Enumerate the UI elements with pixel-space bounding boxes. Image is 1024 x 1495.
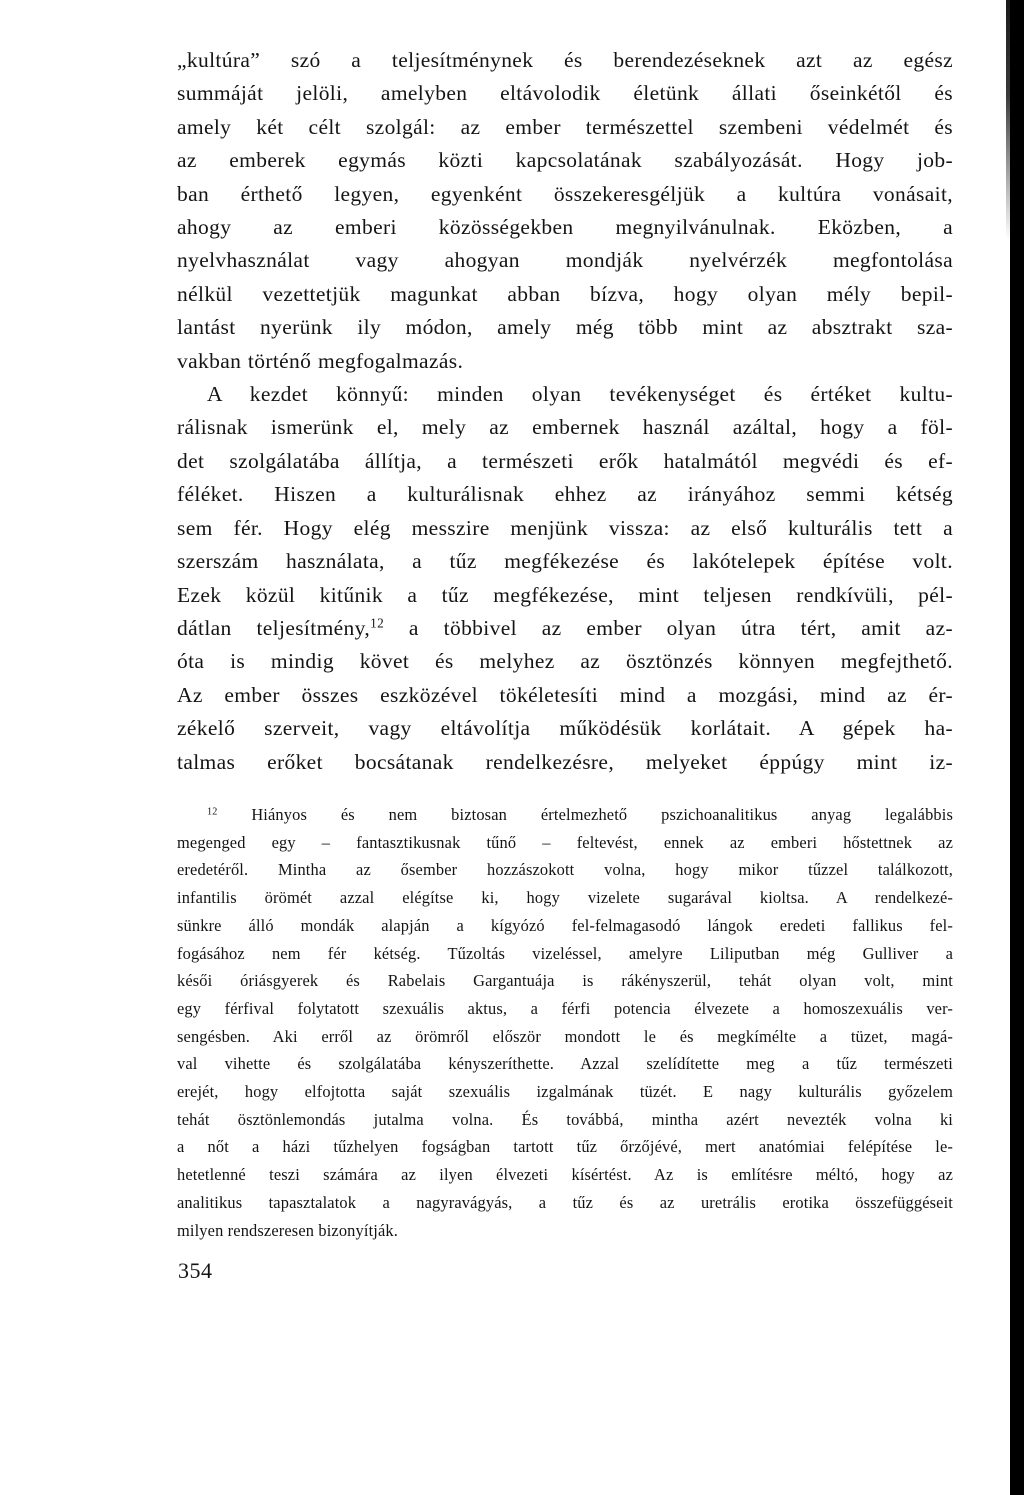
body-line: rálisnak ismerünk el, mely az embernek használ azáltal, hogy a föl- bbox=[177, 415, 953, 440]
body-line: lantást nyerünk ily módon, amely még több mint az absztrakt sza- bbox=[177, 315, 953, 340]
body-line: ahogy az emberi közösségekben megnyilvánulnak. Eközben, a bbox=[177, 215, 953, 240]
body-line: A kezdet könnyű: minden olyan tevékenységet és értéket kultu- bbox=[207, 382, 953, 407]
body-line: det szolgálatába állítja, a természeti erők hatalmától megvédi és ef- bbox=[177, 448, 953, 473]
footnote-line: a nőt a házi tűzhelyen fogságban tartott tűz őrzőjévé, mert anatómiai felépítése le- bbox=[177, 1137, 953, 1157]
body-line: sem fér. Hogy elég messzire menjünk vissza: az első kulturális tett a bbox=[177, 515, 953, 540]
body-line: nélkül vezettetjük magunkat abban bízva, hogy olyan mély bepil- bbox=[177, 281, 953, 306]
body-line: féléket. Hiszen a kulturálisnak ehhez az irányához semmi kétség bbox=[177, 482, 953, 507]
footnote-line: megenged egy – fantasztikusnak tűnő – feltevést, ennek az emberi hőstettnek az bbox=[177, 832, 953, 852]
body-line: zékelő szerveit, vagy eltávolítja működésük korlátait. A gépek ha- bbox=[177, 716, 953, 741]
footnote-reference: 12 bbox=[370, 615, 385, 631]
body-line: Az ember összes eszközével tökéletesíti mind a mozgási, mind az ér- bbox=[177, 682, 953, 707]
footnote-line: val vihette és szolgálatába kényszeríthette. Azzal szelídítette meg a tűz természeti bbox=[177, 1054, 953, 1074]
body-line: vakban történő megfogalmazás. bbox=[177, 348, 464, 373]
footnote-line: sengésben. Aki erről az örömről először mondott le és megkímélte a tüzet, magá- bbox=[177, 1026, 953, 1046]
page-number: 354 bbox=[178, 1258, 213, 1283]
footnote-line: egy férfival folytatott szexuális aktus, a férfi potencia élvezete a homoszexuális ver- bbox=[177, 998, 953, 1018]
body-line: ban érthető legyen, egyenként összekeresgéljük a kultúra vonásait, bbox=[177, 181, 953, 206]
body-line-part: a többivel az ember olyan útra tért, amit az- bbox=[384, 615, 953, 640]
body-line-with-footnote-ref bbox=[177, 612, 953, 645]
body-line: az emberek egymás közti kapcsolatának szabályozását. Hogy job- bbox=[177, 148, 953, 173]
body-line: szerszám használata, a tűz megfékezése és lakótelepek építése volt. bbox=[177, 549, 953, 574]
footnote-line: fogásához nem fér kétség. Tűzoltás vizeléssel, amelyre Liliputban még Gulliver a bbox=[177, 943, 953, 963]
footnote-number: 12 bbox=[207, 806, 218, 818]
body-line: nyelvhasználat vagy ahogyan mondják nyelvérzék megfontolása bbox=[177, 248, 953, 273]
footnote-line: erejét, hogy elfojtotta saját szexuális izgalmának tüzét. E nagy kulturális győzelem bbox=[177, 1082, 953, 1102]
footnote-line-text: Hiányos és nem biztosan értelmezhető pszichoanalitikus anyag legalábbis bbox=[217, 805, 953, 824]
body-line: Ezek közül kitűnik a tűz megfékezése, mint teljesen rendkívüli, pél- bbox=[177, 582, 953, 607]
footnote-line bbox=[177, 801, 953, 829]
body-line: talmas erőket bocsátanak rendelkezésre, melyeket éppúgy mint iz- bbox=[177, 749, 953, 774]
body-line: summáját jelöli, amelyben eltávolodik életünk állati őseinkétől és bbox=[177, 81, 953, 106]
footnote-line: infantilis örömét azzal elégítse ki, hogy vizelete sugarával kioltsa. A rendelkezé- bbox=[177, 888, 953, 908]
body-line-part: dátlan teljesítmény, bbox=[177, 615, 371, 640]
footnote-line: analitikus tapasztalatok a nagyravágyás, a tűz és az uretrális erotika összefüggéseit bbox=[177, 1192, 953, 1212]
footnote-line: eredetéről. Mintha az ősember hozzászokott volna, hogy mikor tűzzel találkozott, bbox=[177, 860, 953, 880]
scan-edge-shadow bbox=[1010, 0, 1024, 1495]
footnote-line: milyen rendszeresen bizonyítják. bbox=[177, 1220, 398, 1240]
footnote-line: sünkre álló mondák alapján a kígyózó fel-felmagasodó lángok eredeti fallikus fel- bbox=[177, 915, 953, 935]
body-line: amely két célt szolgál: az ember természettel szembeni védelmét és bbox=[177, 114, 953, 139]
footnote bbox=[177, 801, 953, 1244]
body-line: óta is mindig követ és melyhez az ösztönzés könnyen megfejthető. bbox=[177, 649, 953, 674]
body-text bbox=[177, 44, 953, 779]
body-line: „kultúra” szó a teljesítménynek és berendezéseknek azt az egész bbox=[177, 48, 953, 72]
footnote-line: hetetlenné teszi számára az ilyen élvezeti kísértést. Az is említésre méltó, hogy az bbox=[177, 1165, 953, 1185]
footnote-line: késői óriásgyerek és Rabelais Gargantuája is rákényszerül, tehát olyan volt, mint bbox=[177, 971, 953, 991]
footnote-line: tehát ösztönlemondás jutalma volna. És továbbá, mintha azért nevezték volna ki bbox=[177, 1109, 953, 1129]
